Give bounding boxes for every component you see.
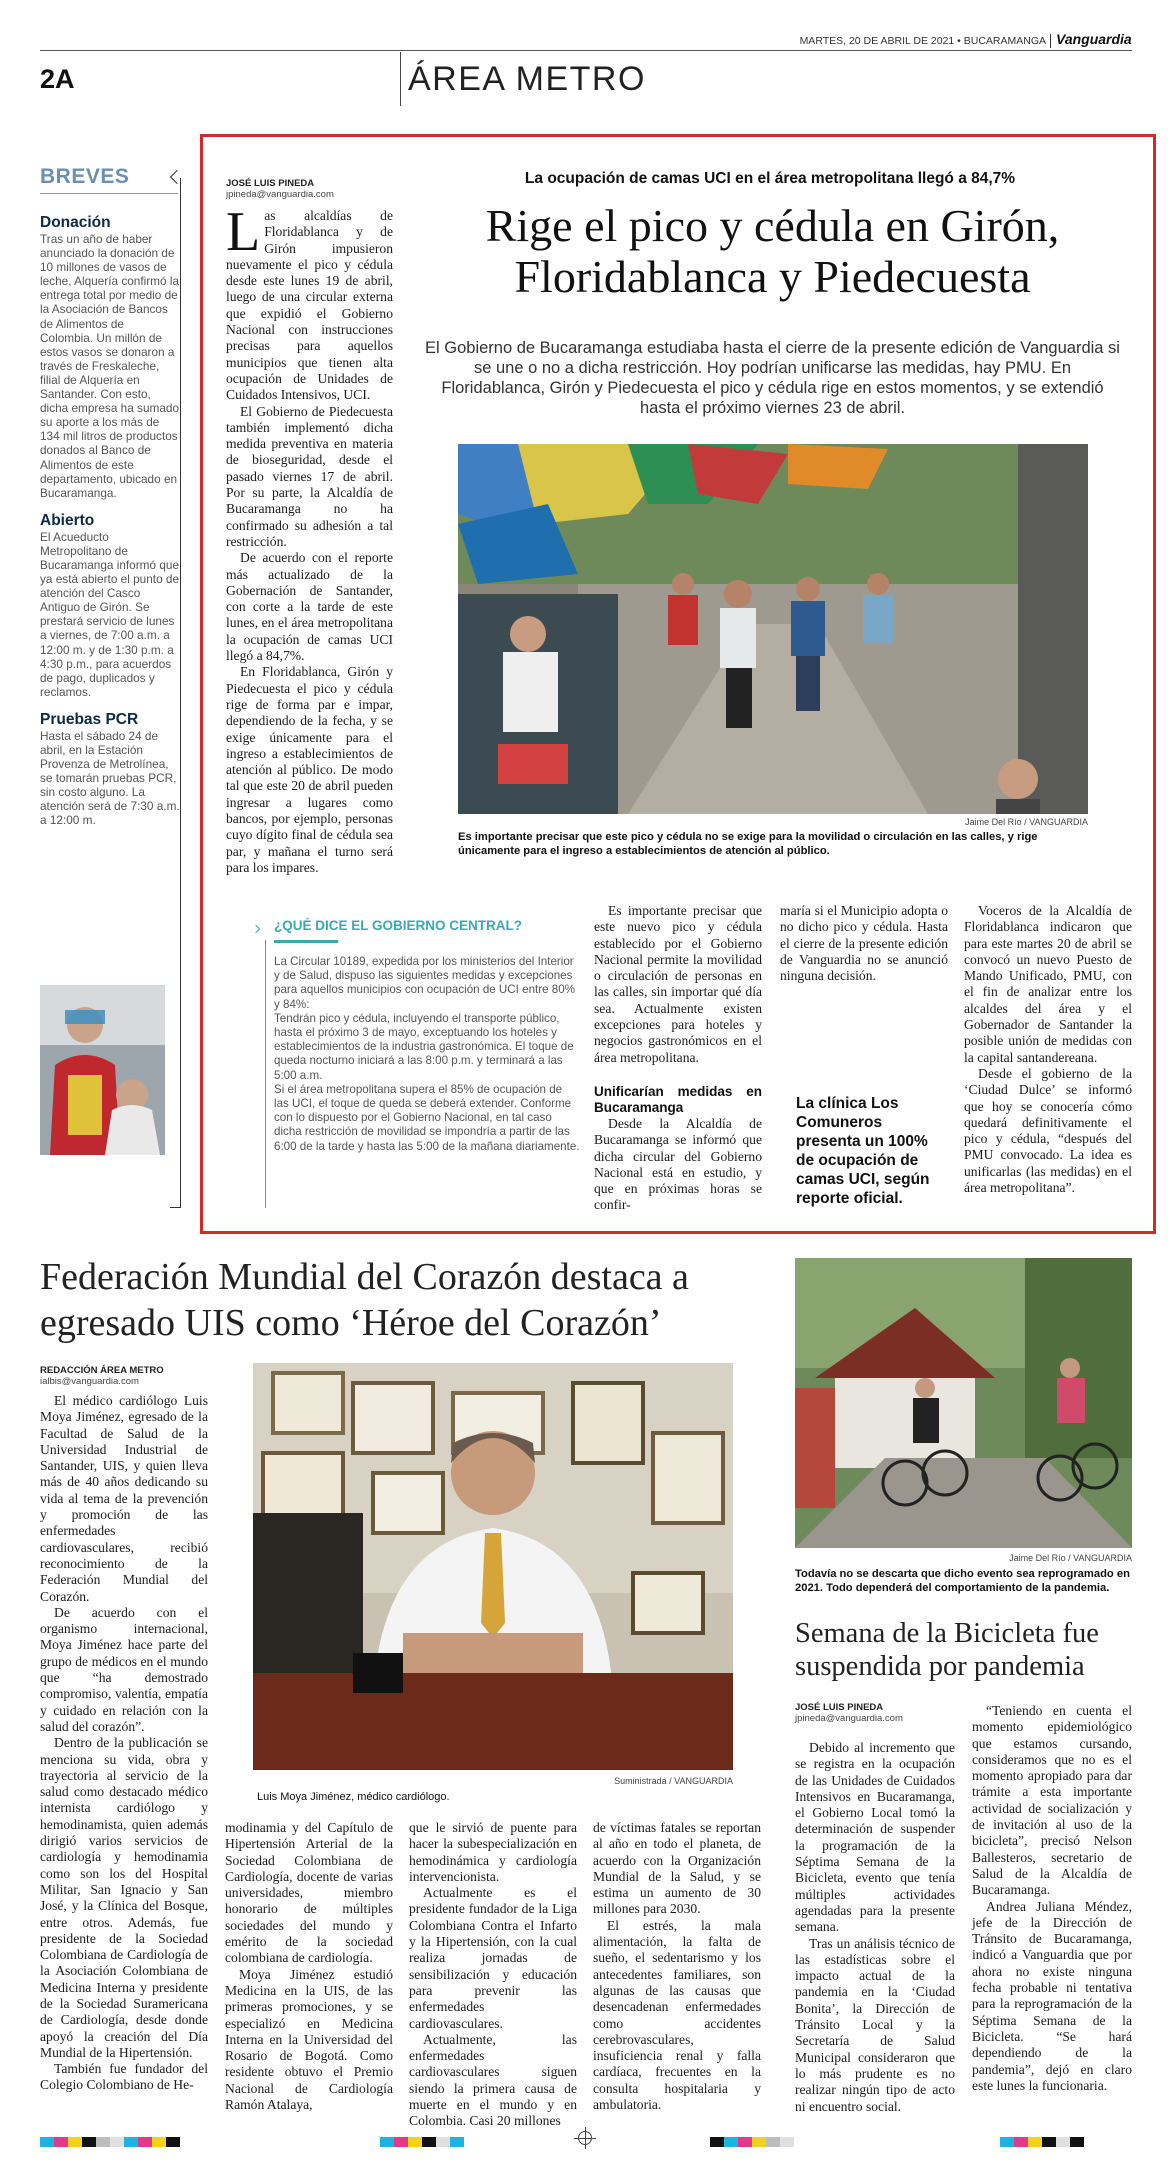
brief-title: Donación <box>40 214 111 231</box>
bike-headline: Semana de la Bicicleta fue suspendida por pandemia <box>795 1618 1099 1682</box>
byline-name: JOSÉ LUIS PINEDA <box>226 178 315 189</box>
registration-bar-left <box>40 2134 180 2144</box>
sidebar-paragraph: Tendrán pico y cédula, incluyendo el transporte público, hasta el próximo 3 de mayo, exceptuando los hoteles y establecimientos de la industria gastronómica. El toque de queda nocturno iniciará a las 8:00 p.m. y terminará a las 5:00 a.m. <box>274 1011 574 1082</box>
brief-text: Tras un año de haber anunciado la donación de 10 millones de vasos de leche, Alquería confirmó la entrega total por medio de la Asociación de Bancos de Alimentos de Colombia. Un millón de estos vasos se donaron a través de Freskaleche, filial de Alquería en Santander. Con esto, dicha empresa ha sumado su aporte a los más de 134 mil litros de productos donados al Banco de Alimentos de este departamento, ubicado en Bucaramanga. <box>40 232 180 500</box>
lead-photo-credit: Jaime Del Río / VANGUARDIA <box>965 817 1088 827</box>
body-paragraph: Dentro de la publicación se menciona su vida, obra y trayectoria al servicio de la salud como destacado médico internista cardiólogo y hemodinamista, quien además dirigió varios servicios de cardiología y hemodinamia como son los del Hospital Militar, San Ignacio y San José, y la Clínica del Bosque, entre otros. Además, fue presidente de la Sociedad Colombiana de Cardiología de la Asociación Colombiana de Medicina Interna y presidente de la Sociedad Suramericana de Cardiología, desde donde apoyó la creación del Día Mundial de la Hipertensión. <box>40 1735 208 2060</box>
lead-kicker: La ocupación de camas UCI en el área metropolitana llegó a 84,7% <box>524 170 1016 187</box>
heart-byline <box>40 1365 240 1387</box>
byline-email: ialbis@vanguardia.com <box>40 1376 139 1387</box>
bike-column-2 <box>972 1703 1132 2094</box>
breves-bracket <box>180 178 181 1208</box>
lead-column-1 <box>226 201 393 876</box>
body-paragraph: Actualmente, las enfermedades cardiovasculares siguen siendo la primera causa de muerte en el mundo y en Colombia. Casi 20 millones <box>409 2031 577 2129</box>
gov-sidebar <box>262 918 580 1154</box>
brief-donacion <box>40 214 180 500</box>
sidebar-paragraph: Si el área metropolitana supera el 85% de ocupación de las UCI, el toque de queda se deberá extender. Conforme con lo dispuesto por el Gobierno Nacional, en tal caso dicha restricción de movilidad se impondría a partir de las 6:00 de la tarde y hasta las 5:00 de la mañana diariamente. <box>274 1082 580 1153</box>
body-paragraph: De acuerdo con el organismo internacional, Moya Jiménez hace parte del grupo de médicos en el mundo que “ha demostrado compromiso, valentía, empatía y cuidado en relación con la salud del corazón”. <box>40 1604 208 1734</box>
date-line: MARTES, 20 DE ABRIL DE 2021 • BUCARAMANGA <box>799 35 1046 47</box>
lead-byline <box>226 178 426 200</box>
registration-mark-v <box>585 2127 586 2149</box>
sidebar-left-rule <box>265 940 266 1208</box>
sidebar-title-rule <box>274 940 338 943</box>
breves-bracket-end <box>170 1207 180 1208</box>
body-paragraph: El Gobierno de Piedecuesta también implementó dicha medida preventiva en materia de bioseguridad, desde el pasado viernes 17 de abril. Por su parte, la Alcaldía de Bucaramanga no ha confirmado su adhesión a tal restricción. <box>226 403 393 549</box>
body-paragraph: De acuerdo con el reporte más actualizado de la Gobernación de Santander, con corte a la tarde de este lunes, en el área metropolitana la ocupación de camas UCI llegó a 84,7%. <box>226 550 393 664</box>
brief-text: El Acueducto Metropolitano de Bucaramanga informó que ya está abierto el punto de atención del Casco Antiguo de Girón. Se prestará servicio de lunes a viernes, de 7:00 a.m. a 12:00 m. y de 1:30 p.m. a 4:30 p.m., para acuerdos de pago, duplicados y reclamos. <box>40 529 180 699</box>
byline-name: REDACCIÓN ÁREA METRO <box>40 1365 164 1376</box>
body-paragraph: En Floridablanca, Girón y Piedecuesta el pico y cédula rige de forma par e impar, dependiendo de la fecha, y se exige únicamente para el ingreso a establecimientos de atención al público. De modo tal que este 20 de abril pueden ingresar a lugares como bancos, por ejemplo, personas cuyo dígito final de cédula sea par, y mañana el turno será para los impares. <box>226 664 393 875</box>
brief-title: Pruebas PCR <box>40 710 139 728</box>
bike-column-1 <box>795 1740 955 2115</box>
page-number: 2A <box>40 64 75 94</box>
body-paragraph: maría si el Municipio adopta o no dicho pico y cédula. Hasta el cierre de la presente edición de Vanguardia no se anunció ninguna decisión. <box>780 903 948 984</box>
heart-column-1 <box>40 1393 208 2094</box>
heart-headline: Federación Mundial del Corazón destaca a egresado UIS como ‘Héroe del Corazón’ <box>40 1256 689 1344</box>
heart-column-2 <box>225 1820 393 2113</box>
doctor-photo-credit: Suministrada / VANGUARDIA <box>614 1776 733 1786</box>
cyclists-photo <box>795 1258 1132 1548</box>
header-divider <box>1050 34 1051 48</box>
body-paragraph: Tras un análisis técnico de las estadísticas sobre el impacto actual de la pandemia en la ‘Ciudad Bonita’, la Dirección de Tránsito Local y la Secretaría de Salud Municipal consideraron que lo más prudente es no realizar ningún tipo de acto ni encuentro social. <box>795 1935 955 2114</box>
heart-column-3 <box>409 1820 577 2130</box>
lead-street-photo <box>458 444 1088 814</box>
pull-quote: La clínica Los Comuneros presenta un 100% de ocupación de camas UCI, según reporte oficial. <box>796 1095 930 1207</box>
brand-logo: Vanguardia <box>1056 31 1132 47</box>
byline-email: jpineda@vanguardia.com <box>795 1713 903 1724</box>
body-paragraph: El médico cardiólogo Luis Moya Jiménez, egresado de la Facultad de Salud de la Universidad Industrial de Santander, UIS, y quien lleva más de 40 años dedicando su vida al tema de la prevención y promoción de las enfermedades cardiovasculares, recibió reconocimiento de la Federación Mundial del Corazón. <box>40 1393 208 1604</box>
section-title: ÁREA METRO <box>408 60 646 98</box>
body-paragraph: de víctimas fatales se reportan al año en todo el planeta, de acuerdo con la Organización Mundial de la Salud, y se estima un aumento de 30 millones para 2030. <box>593 1820 761 1917</box>
breves-column <box>40 165 180 828</box>
cyclists-photo-credit: Jaime Del Río / VANGUARDIA <box>1009 1553 1132 1563</box>
body-paragraph: Moya Jiménez estudió Medicina en la UIS, de las primeras promociones, y se especializó en Medicina Interna en la Universidad del Rosario de Bogotá. Como residente obtuvo el Premio Nacional de Cardiología Ramón Atalaya, <box>225 1966 393 2113</box>
lead-headline: Rige el pico y cédula en Girón, Floridablanca y Piedecuesta <box>485 200 1060 302</box>
breves-underline <box>40 193 178 194</box>
lead-column-4 <box>964 903 1132 1196</box>
lead-photo-caption: Es importante precisar que este pico y cédula no se exige para la movilidad o circulación en las calles, y rige únicamente para el ingreso a establecimientos de atención al público. <box>458 831 1038 857</box>
drop-cap: L <box>226 201 261 263</box>
lead-column-2 <box>594 903 762 1214</box>
registration-bar-far-right <box>1000 2134 1084 2144</box>
brief-title: Abierto <box>40 511 95 529</box>
pcr-test-photo <box>40 985 165 1155</box>
sidebar-paragraph: La Circular 10189, expedida por los ministerios del Interior y de Salud, dispuso las siguientes medidas y excepciones para aquellos municipios con ocupación de UCI entre 80% y 84%: <box>274 955 575 1011</box>
lead-first-paragraph: Las alcaldías de Floridablanca y de Girón impusieron nuevamente el pico y cédula desde este lunes 19 de abril, luego de una circular externa que expidió el Gobierno Nacional con instrucciones precisas para aquellos municipios que tienen alta ocupación de Unidades de Cuidados Intensivos, UCI. <box>226 201 393 403</box>
body-paragraph: Es importante precisar que este nuevo pico y cédula establecido por el Gobierno Nacional permite la movilidad o circulación de personas en las calles, sin importar qué día sea. Actualmente existen excepciones para hoteles y negocios gastronómicos en el área metropolitana. <box>594 903 762 1065</box>
bike-byline <box>795 1702 995 1724</box>
lead-deck: El Gobierno de Bucaramanga estudiaba hasta el cierre de la presente edición de Vanguardia si se une o no a dicha restricción. Hoy podrían unificarse las medidas, hay PMU. En Floridablanca, Girón y Piedecuesta el pico y cédula rige en estos momentos, y se extendió hasta el próximo viernes 23 de abril. <box>425 339 1120 417</box>
header-rule <box>40 50 1132 51</box>
breves-heading: BREVES <box>40 165 130 188</box>
body-paragraph: modinamia y del Capítulo de Hipertensión Arterial de la Sociedad Colombiana de Cardiología, docente de varias universidades, miembro honorario de múltiples sociedades del mundo y emérito de la sociedad colombiana de cardiología. <box>225 1820 393 1966</box>
byline-name: JOSÉ LUIS PINEDA <box>795 1702 884 1713</box>
section-divider <box>400 52 401 106</box>
body-paragraph: Voceros de la Alcaldía de Floridablanca indicaron que para este martes 20 de abril se convocó un nuevo Puesto de Mando Unificado, PMU, con el fin de analizar entre los alcaldes del área y el Gobernador de Santander la posible unión de medidas con la capital santandereana. <box>964 903 1132 1065</box>
registration-bar-mid <box>380 2134 464 2144</box>
body-paragraph: El estrés, la mala alimentación, la falta de sueño, el sedentarismo y los antecedentes familiares, son algunas de las causas que desencadenan enfermedades como accidentes cerebrovasculares, insuficiencia renal y falla cardíaca, frecuentes en la consulta hospitalaria y ambulatoria. <box>593 1917 761 2113</box>
body-paragraph: Desde el gobierno de la ‘Ciudad Dulce’ se informó que hoy se conocería cómo quedará definitivamente el pico y cédula, “después del PMU convocado. La idea es unificarlas (las medidas) en el área metropolitana”. <box>964 1065 1132 1196</box>
heart-column-4 <box>593 1820 761 2113</box>
doctor-photo <box>253 1363 733 1770</box>
doctor-photo-caption: Luis Moya Jiménez, médico cardiólogo. <box>257 1791 450 1803</box>
body-paragraph: Desde la Alcaldía de Bucaramanga se informó que dicha circular del Gobierno Nacional está en estudio, y que en próximas horas se confir- <box>594 1115 762 1213</box>
subhead-unificarian: Unificarían medidas en Bucaramanga <box>594 1083 762 1115</box>
body-paragraph: Debido al incremento que se registra en la ocupación de las Unidades de Cuidados Intensivos en Bucaramanga, el Gobierno Local tomó la determinación de suspender la programación de la Séptima Semana de la Bicicleta, evento que tenía múltiples actividades agendadas para la presente semana. <box>795 1740 955 1935</box>
brief-text: Hasta el sábado 24 de abril, en la Estación Provenza de Metrolínea, se tomarán pruebas PCR, sin costo alguno. La atención será de 7:30 a.m. a 12:00 m. <box>40 728 180 828</box>
registration-bar-right <box>710 2134 794 2144</box>
body-paragraph: Actualmente es el presidente fundador de la Liga Colombiana Contra el Infarto y la Hipertensión, con la cual realiza jornadas de sensibilización y educación para prevenir las enfermedades cardiovasculares. <box>409 1885 577 2031</box>
cyclists-photo-caption: Todavía no se descarta que dicho evento sea reprogramado en 2021. Todo dependerá del comportamiento de la pandemia. <box>795 1568 1130 1594</box>
body-paragraph: Andrea Juliana Méndez, jefe de la Dirección de Tránsito de Bucaramanga, indicó a Vanguardia que por ahora no existe ninguna fecha probable ni tentativa para la reprogramación de la Séptima Semana de la Bicicleta. “Se hará dependiendo de la pandemia”, dejó en claro este lunes la funcionaria. <box>972 1898 1132 2093</box>
byline-email: jpineda@vanguardia.com <box>226 189 334 200</box>
body-paragraph: “Teniendo en cuenta el momento epidemiológico que estamos cursando, consideramos que no es el momento apropiado para dar trámite a esta importante actividad de socialización y de invitación al uso de la bicicleta”, precisó Nelson Ballesteros, secretario de Salud de la Alcaldía de Bucaramanga. <box>972 1703 1132 1898</box>
body-paragraph: También fue fundador del Colegio Colombiano de He- <box>40 2061 208 2093</box>
body-paragraph: que le sirvió de puente para hacer la subespecialización en hemodinámica y cardiología intervencionista. <box>409 1820 577 1884</box>
sidebar-title: ¿QUÉ DICE EL GOBIERNO CENTRAL? <box>274 918 523 933</box>
brief-pcr <box>40 711 180 828</box>
brief-abierto <box>40 512 180 699</box>
lead-column-3 <box>780 903 948 984</box>
